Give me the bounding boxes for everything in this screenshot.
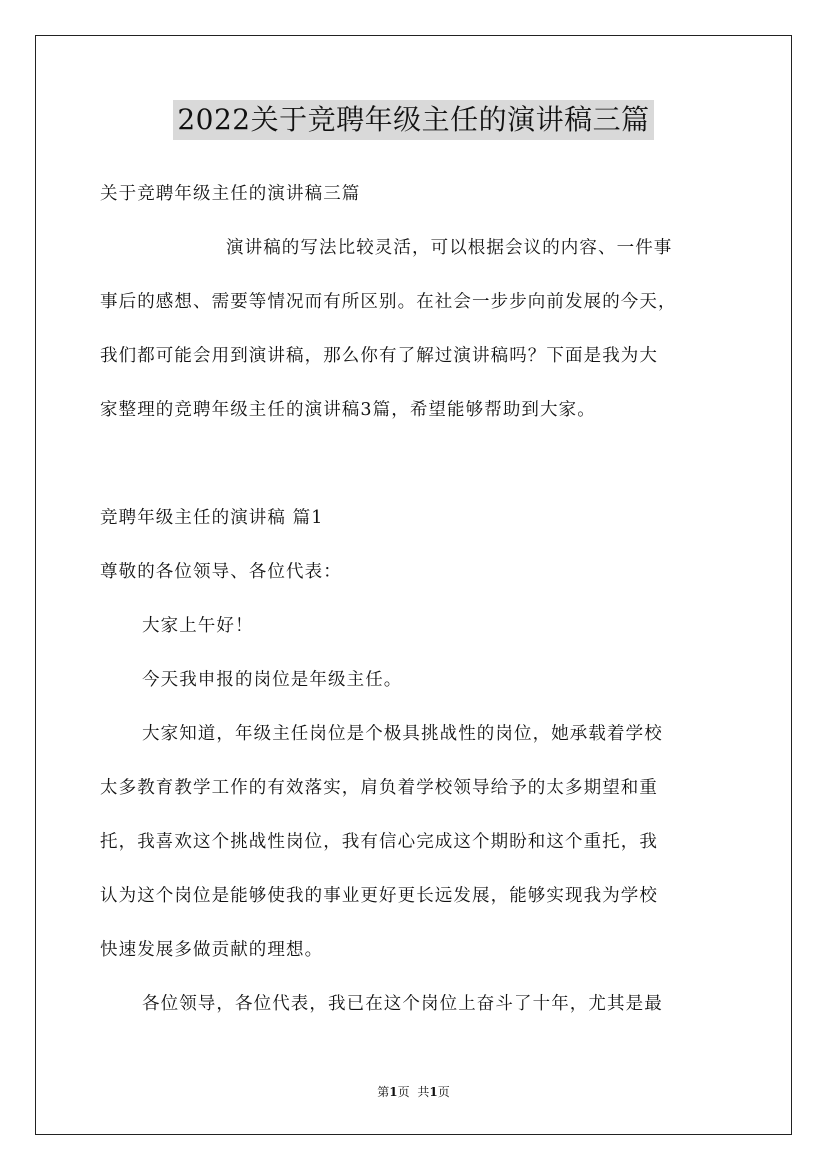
paragraph-2-line-2: 太多教育教学工作的有效落实，肩负着学校领导给予的太多期望和重 xyxy=(100,778,658,798)
intro-line-4: 家整理的竞聘年级主任的演讲稿3篇，希望能够帮助到大家。 xyxy=(100,400,596,420)
paragraph-2-line-5: 快速发展多做贡献的理想。 xyxy=(100,940,324,960)
total-pages: 1 xyxy=(429,1085,438,1099)
paragraph-2-line-1: 大家知道，年级主任岗位是个极具挑战性的岗位，她承载着学校 xyxy=(142,724,663,744)
greeting: 大家上午好！ xyxy=(142,616,254,636)
intro-line-1: 演讲稿的写法比较灵活，可以根据会议的内容、一件事 xyxy=(226,238,673,258)
intro-line-2: 事后的感想、需要等情况而有所区别。在社会一步步向前发展的今天， xyxy=(100,292,677,312)
paragraph-3-line-1: 各位领导，各位代表，我已在这个岗位上奋斗了十年，尤其是最 xyxy=(142,994,663,1014)
paragraph-2-line-3: 托，我喜欢这个挑战性岗位，我有信心完成这个期盼和这个重托，我 xyxy=(100,832,658,852)
salutation: 尊敬的各位领导、各位代表： xyxy=(100,562,342,582)
section-heading: 竞聘年级主任的演讲稿 篇1 xyxy=(100,508,324,528)
paragraph-2-line-4: 认为这个岗位是能够使我的事业更好更长远发展，能够实现我为学校 xyxy=(100,886,658,906)
paragraph-1: 今天我申报的岗位是年级主任。 xyxy=(142,670,403,690)
page-number: 1 xyxy=(389,1085,398,1099)
document-subtitle: 关于竞聘年级主任的演讲稿三篇 xyxy=(100,184,361,204)
document-title: 2022关于竞聘年级主任的演讲稿三篇 xyxy=(173,100,653,140)
intro-line-3: 我们都可能会用到演讲稿，那么你有了解过演讲稿吗？下面是我为大 xyxy=(100,346,658,366)
page-footer: 第1页 共1页 xyxy=(377,1085,450,1099)
